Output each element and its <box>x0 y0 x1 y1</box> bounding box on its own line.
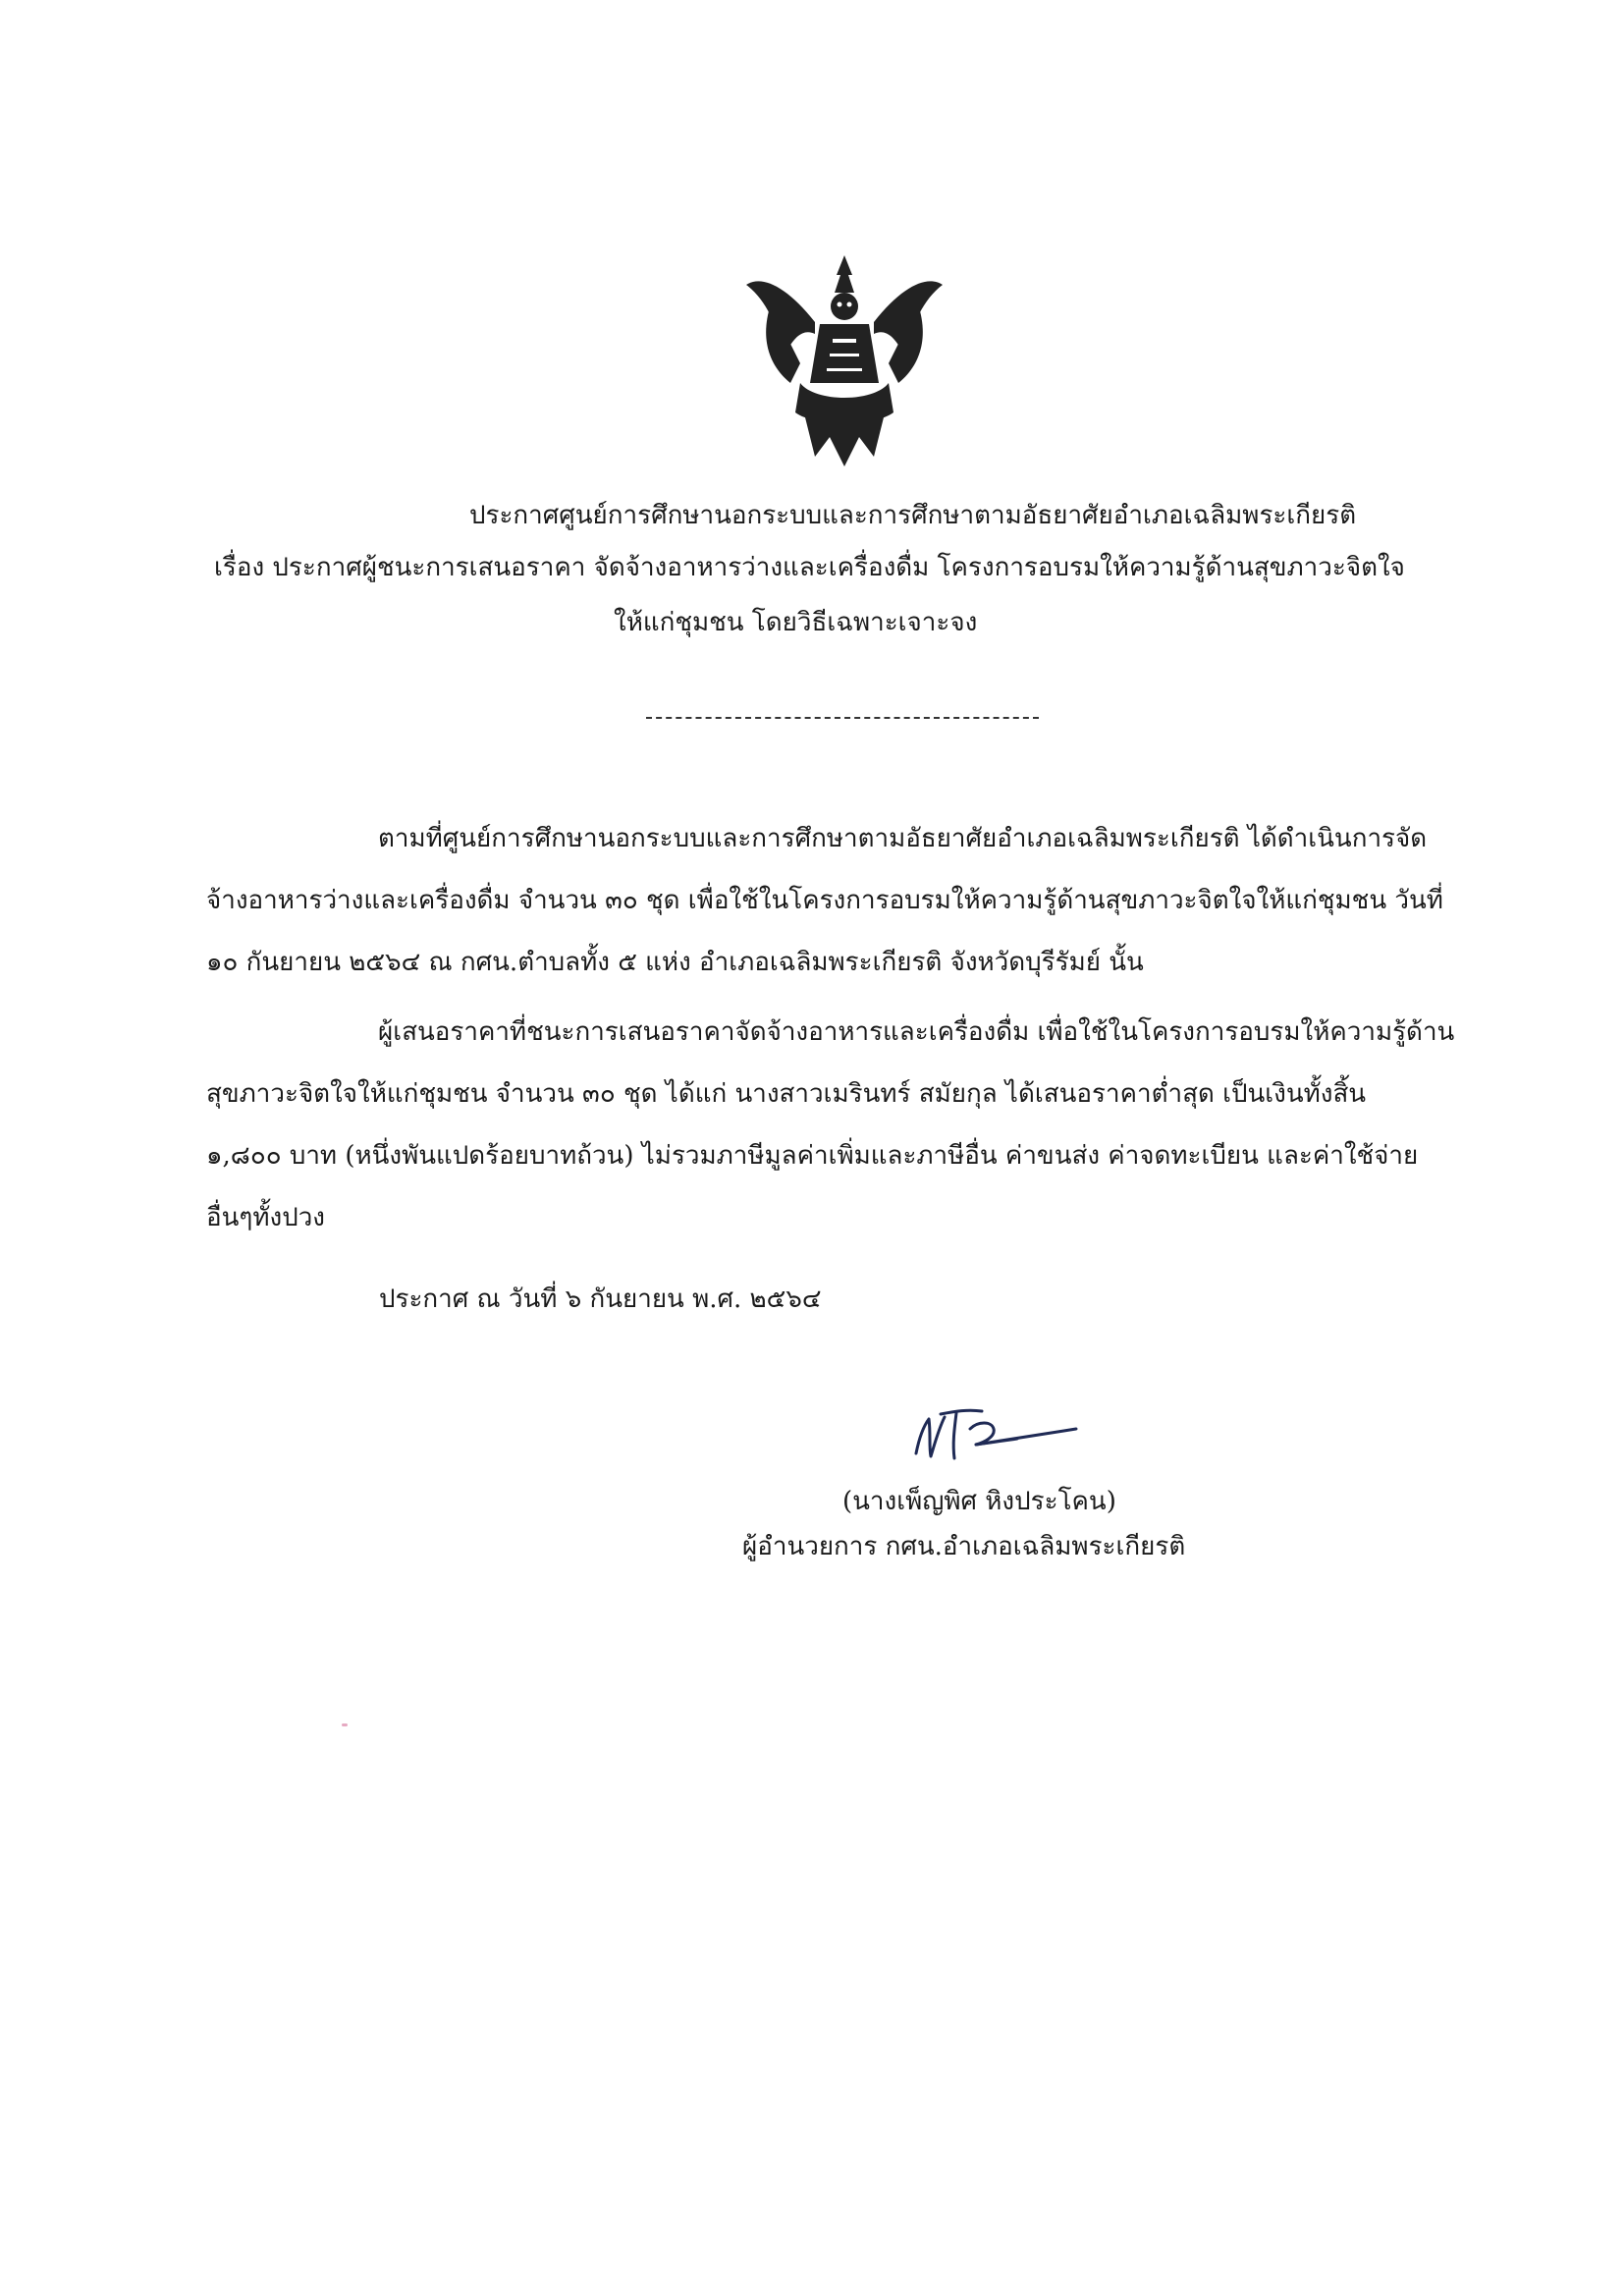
ink-speck <box>342 1723 348 1726</box>
paragraph-winner <box>206 1002 1489 1249</box>
paragraph-line: จ้างอาหารว่างและเครื่องดื่ม จำนวน ๓๐ ชุด เพื่อใช้ในโครงการอบรมให้ความรู้ด้านสุขภาวะจิตใจให้แก่ชุมชน วันที่ <box>206 886 1443 915</box>
announcement-subject-continued: ให้แก่ชุมชน โดยวิธีเฉพาะเจาะจง <box>614 608 978 637</box>
paragraph-line: อื่นๆทั้งปวง <box>206 1203 325 1232</box>
signer-position: ผู้อำนวยการ กศน.อำเภอเฉลิมพระเกียรติ <box>742 1532 1186 1561</box>
divider-line <box>646 717 1039 719</box>
paragraph-line: ๑,๘๐๐ บาท (หนึ่งพันแปดร้อยบาทถ้วน) ไม่รวมภาษีมูลค่าเพิ่มและภาษีอื่น ค่าขนส่ง ค่าจดทะเบียน และค่าใช้จ่าย <box>206 1141 1419 1171</box>
announcement-subject: เรื่อง ประกาศผู้ชนะการเสนอราคา จัดจ้างอาหารว่างและเครื่องดื่ม โครงการอบรมให้ความรู้ด้านสุขภาวะจิตใจ <box>214 553 1405 582</box>
handwritten-signature-icon <box>911 1399 1078 1468</box>
garuda-emblem-icon <box>746 246 943 471</box>
paragraph-line: ๑๐ กันยายน ๒๕๖๔ ณ กศน.ตำบลทั้ง ๕ แห่ง อำเภอเฉลิมพระเกียรติ จังหวัดบุรีรัมย์ นั้น <box>206 948 1144 977</box>
paragraph-background <box>206 808 1489 994</box>
paragraph-line: ตามที่ศูนย์การศึกษานอกระบบและการศึกษาตามอัธยาศัยอำเภอเฉลิมพระเกียรติ ได้ดำเนินการจัด <box>378 824 1428 853</box>
announcement-date: ประกาศ ณ วันที่ ๖ กันยายน พ.ศ. ๒๕๖๔ <box>379 1285 822 1314</box>
paragraph-line: ผู้เสนอราคาที่ชนะการเสนอราคาจัดจ้างอาหารและเครื่องดื่ม เพื่อใช้ในโครงการอบรมให้ความรู้ด้าน <box>378 1017 1455 1047</box>
announcement-title: ประกาศศูนย์การศึกษานอกระบบและการศึกษาตามอัธยาศัยอำเภอเฉลิมพระเกียรติ <box>469 501 1357 530</box>
paragraph-line: สุขภาวะจิตใจให้แก่ชุมชน จำนวน ๓๐ ชุด ได้แก่ นางสาวเมรินทร์ สมัยกุล ได้เสนอราคาต่ำสุด เป็นเงินทั้งสิ้น <box>206 1079 1367 1109</box>
signer-name: (นางเพ็ญพิศ หิงประโคน) <box>842 1487 1116 1516</box>
